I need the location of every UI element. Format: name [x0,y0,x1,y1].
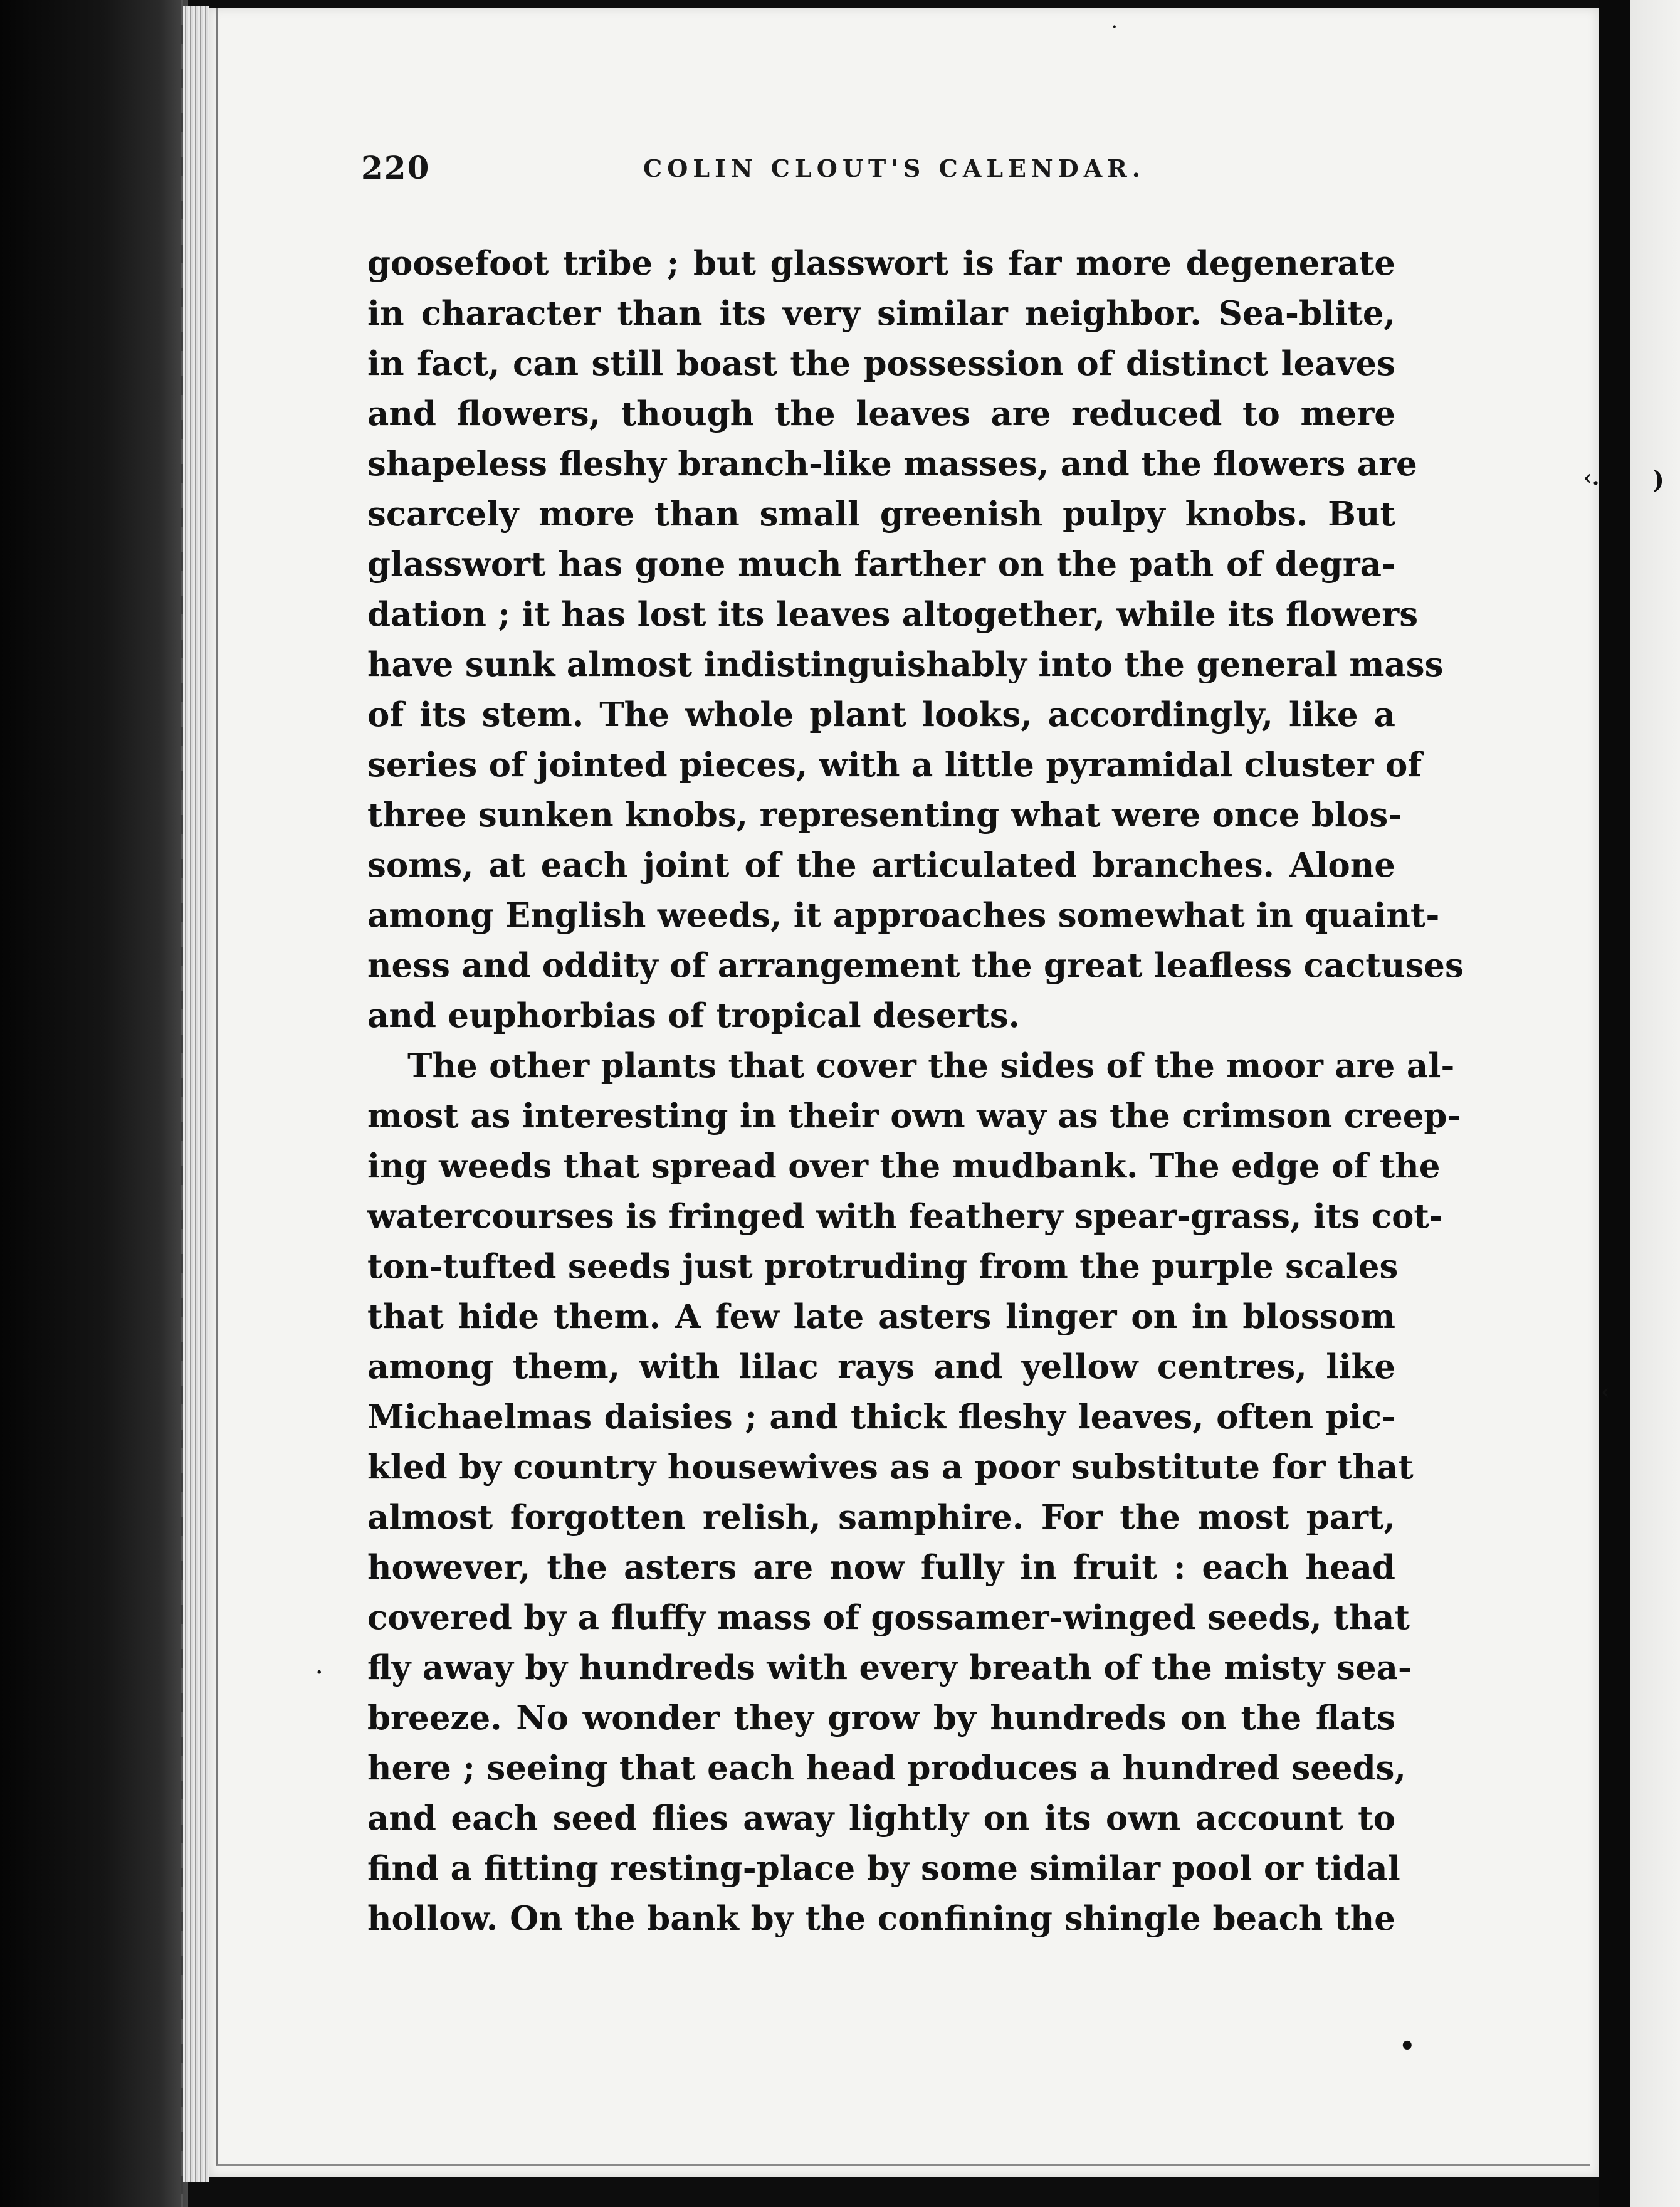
running-title: COLIN CLOUT'S CALENDAR. [643,154,1145,182]
scan-speck: • [1399,2031,1415,2061]
text-line: breeze. No wonder they grow by hundreds on the flats [367,1699,1395,1737]
text-line: find a fitting resting-place by some similar pool or tidal [367,1849,1400,1888]
text-line: watercourses is fringed with feathery spear-grass, its cot- [367,1197,1443,1236]
text-line: ing weeds that spread over the mudbank. The edge of the [367,1147,1441,1186]
text-line: covered by a fluffy mass of gossamer-winged seeds, that [367,1598,1410,1637]
text-line: among them, with lilac rays and yellow centres, like [367,1347,1395,1386]
paragraph-end-line: and euphorbias of tropical deserts. [367,996,1021,1035]
text-line: glasswort has gone much farther on the path of degra- [367,545,1395,584]
text-line: here ; seeing that each head produces a hundred seeds, [367,1749,1406,1788]
text-line: Michaelmas daisies ; and thick fleshy leaves, often pic- [367,1398,1395,1436]
text-line: three sunken knobs, representing what were once blos- [367,796,1402,835]
text-line: of its stem. The whole plant looks, accordingly, like a [367,695,1395,734]
text-line: and each seed flies away lightly on its own account to [367,1799,1395,1838]
scan-speck: · [1112,19,1117,35]
text-line: that hide them. A few late asters linger on in blossom [367,1297,1395,1336]
text-line: in fact, can still boast the possession of distinct leaves [367,344,1395,383]
text-line: series of jointed pieces, with a little pyramidal cluster of [367,745,1422,784]
scan-speck: . [316,1657,323,1678]
scan-speck: ) [1652,465,1664,495]
running-head [361,149,1402,199]
text-line: fly away by hundreds with every breath of the misty sea- [367,1648,1412,1687]
right-gutter [1599,0,1630,2207]
facing-page-edge [1630,0,1680,2207]
text-line: soms, at each joint of the articulated branches. Alone [367,846,1395,885]
book-spine [0,0,188,2207]
text-line: hollow. On the bank by the confining shingle beach the [367,1899,1395,1938]
text-line: goosefoot tribe ; but glasswort is far more degenerate [367,244,1395,283]
page-number: 220 [361,149,431,186]
text-line: however, the asters are now fully in fruit : each head [367,1548,1395,1587]
text-line: in character than its very similar neighbor. Sea-blite, [367,294,1395,333]
text-line: almost forgotten relish, samphire. For the most part, [367,1498,1395,1537]
text-line: kled by country housewives as a poor substitute for that [367,1448,1414,1487]
text-line: among English weeds, it approaches somewhat in quaint- [367,896,1440,935]
text-line: ton-tufted seeds just protruding from the purple scales [367,1247,1399,1286]
text-line: shapeless fleshy branch-like masses, and the flowers are [367,445,1417,483]
text-line: and flowers, though the leaves are reduced to mere [367,394,1395,433]
page-edges [183,6,209,2182]
scan-speck: ‹. [1583,465,1600,490]
text-line: dation ; it has lost its leaves altogether, while its flowers [367,595,1419,634]
scan-speck: ‹ [1601,1379,1610,1404]
text-line: most as interesting in their own way as the crimson creep- [367,1097,1461,1135]
body-text [367,238,1464,1944]
text-line: scarcely more than small greenish pulpy knobs. But [367,495,1395,534]
text-line: ness and oddity of arrangement the great leafless cactuses [367,946,1464,985]
paragraph-first-line: The other plants that cover the sides of the moor are al- [407,1046,1455,1085]
text-line: have sunk almost indistinguishably into the general mass [367,645,1444,684]
